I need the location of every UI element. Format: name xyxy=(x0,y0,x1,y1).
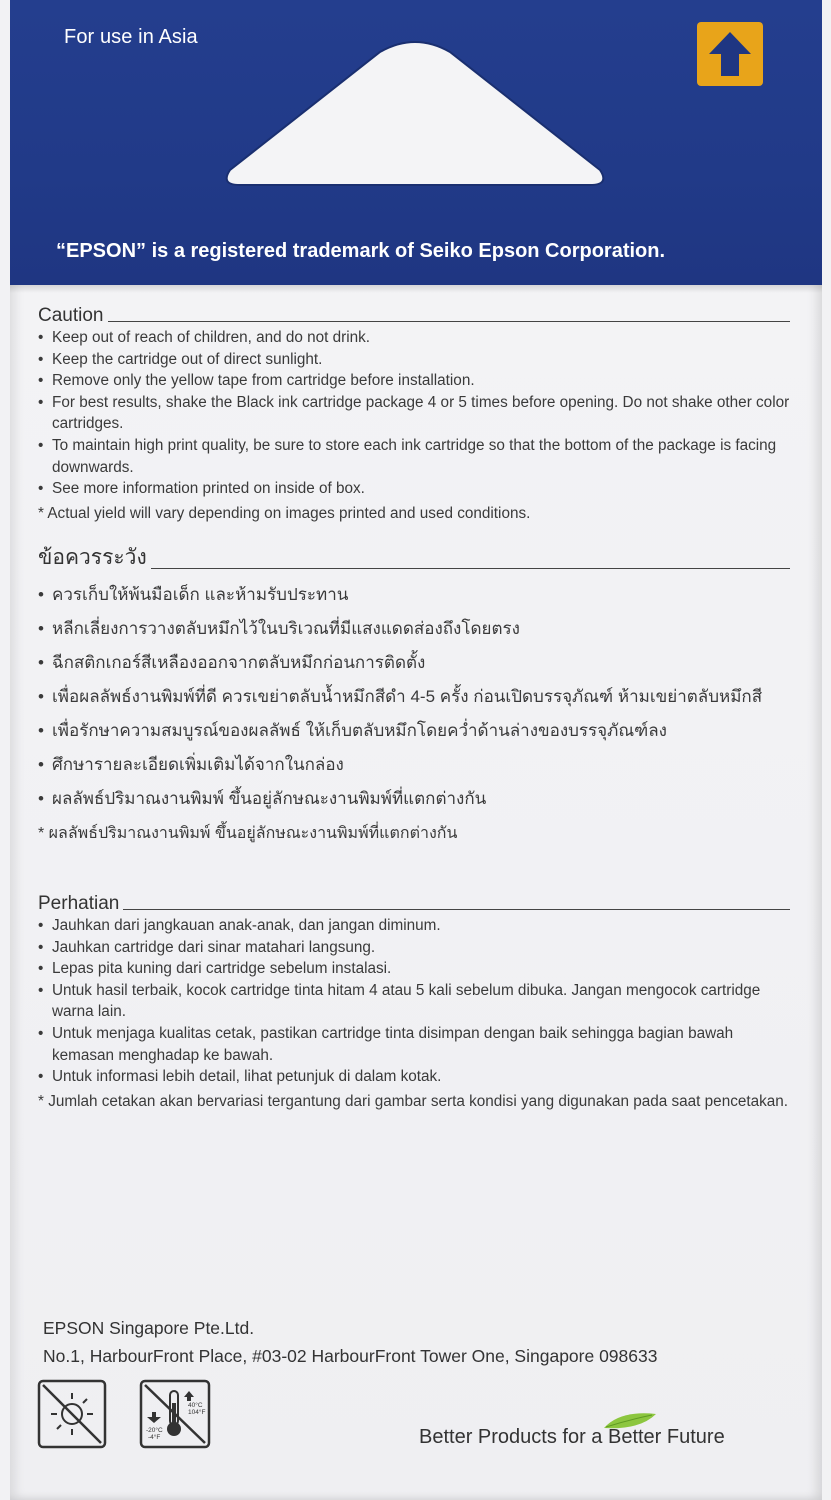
list-item: • Lepas pita kuning dari cartridge sebelum instalasi. xyxy=(38,958,790,980)
list-item: • Keep out of reach of children, and do not drink. xyxy=(38,327,790,349)
footnote: * Actual yield will vary depending on images printed and used conditions. xyxy=(38,504,531,522)
list-item: • ศึกษารายละเอียดเพิ่มเติมได้จากในกล่อง xyxy=(38,748,790,782)
footnote: * ผลลัพธ์ปริมาณงานพิมพ์ ขึ้นอยู่ลักษณะงานพิมพ์ที่แตกต่างกัน xyxy=(38,825,458,842)
section-rule xyxy=(151,568,790,569)
list-item: • เพื่อผลลัพธ์งานพิมพ์ที่ดี ควรเขย่าตลับน้ำหมึกสีดำ 4-5 ครั้ง ก่อนเปิดบรรจุภัณฑ์ ห้ามเขย่าตลับหมึกสี xyxy=(38,680,790,714)
company-name: EPSON Singapore Pte.Ltd. xyxy=(43,1318,255,1338)
list-item: • Keep the cartridge out of direct sunlight. xyxy=(38,349,790,371)
temp-high-f-label: 104°F xyxy=(188,1409,206,1416)
caution-section-thai xyxy=(38,541,790,849)
list-item: • หลีกเลี่ยงการวางตลับหมึกไว้ในบริเวณที่มีแสงแดดส่องถึงโดยตรง xyxy=(38,612,790,646)
region-label: For use in Asia xyxy=(64,26,198,48)
list-item: • For best results, shake the Black ink cartridge package 4 or 5 times before opening. Do not shake other color cartridges. xyxy=(38,392,790,435)
section-rule xyxy=(108,321,791,322)
temp-low-f-label: -4°F xyxy=(148,1434,161,1441)
up-arrow-icon xyxy=(697,22,763,86)
company-address: No.1, HarbourFront Place, #03-02 HarbourFront Tower One, Singapore 098633 xyxy=(43,1346,658,1366)
no-sunlight-icon xyxy=(37,1379,107,1449)
list-item: • To maintain high print quality, be sure to store each ink cartridge so that the bottom of the package is facing downwards. xyxy=(38,435,790,478)
caution-list xyxy=(38,915,790,1088)
panel-edge xyxy=(10,285,822,293)
temp-low-label: -20°C xyxy=(146,1427,163,1434)
trademark-notice: “EPSON” is a registered trademark of Seiko Epson Corporation. xyxy=(56,240,666,262)
list-item: • Untuk hasil terbaik, kocok cartridge tinta hitam 4 atau 5 kali sebelum dibuka. Jangan mengocok cartridge warna lain. xyxy=(38,980,790,1023)
list-item: • ฉีกสติกเกอร์สีเหลืองออกจากตลับหมึกก่อนการติดตั้ง xyxy=(38,646,790,680)
temp-high-label: 40°C xyxy=(188,1402,203,1409)
list-item: • Jauhkan cartridge dari sinar matahari langsung. xyxy=(38,937,790,959)
hang-hole xyxy=(210,40,620,190)
list-item: • เพื่อรักษาความสมบูรณ์ของผลลัพธ์ ให้เก็บตลับหมึกโดยคว่ำด้านล่างของบรรจุภัณฑ์ลง xyxy=(38,714,790,748)
footnote: * Jumlah cetakan akan bervariasi tergantung dari gambar serta kondisi yang digunakan pada saat pencetakan. xyxy=(38,1092,789,1110)
list-item: • ผลลัพธ์ปริมาณงานพิมพ์ ขึ้นอยู่ลักษณะงานพิมพ์ที่แตกต่างกัน xyxy=(38,782,790,816)
list-item: • Remove only the yellow tape from cartridge before installation. xyxy=(38,370,790,392)
list-item: • Jauhkan dari jangkauan anak-anak, dan jangan diminum. xyxy=(38,915,790,937)
section-rule xyxy=(123,909,790,910)
caution-section-indonesian xyxy=(38,893,790,1112)
list-item: • Untuk informasi lebih detail, lihat petunjuk di dalam kotak. xyxy=(38,1066,790,1088)
section-title: ข้อควรระวัง xyxy=(38,546,147,569)
caution-section-english xyxy=(38,305,790,524)
caution-list xyxy=(38,578,790,816)
caution-list xyxy=(38,327,790,500)
section-title: Perhatian xyxy=(38,893,120,914)
list-item: • See more information printed on inside of box. xyxy=(38,478,790,500)
section-title: Caution xyxy=(38,305,104,326)
list-item: • Untuk menjaga kualitas cetak, pastikan cartridge tinta disimpan dengan baik sehingga bagian bawah kemasan menghadap ke bawah. xyxy=(38,1023,790,1066)
temperature-range-icon xyxy=(139,1379,209,1449)
list-item: • ควรเก็บให้พ้นมือเด็ก และห้ามรับประทาน xyxy=(38,578,790,612)
brand-tagline: Better Products for a Better Future xyxy=(419,1426,725,1448)
